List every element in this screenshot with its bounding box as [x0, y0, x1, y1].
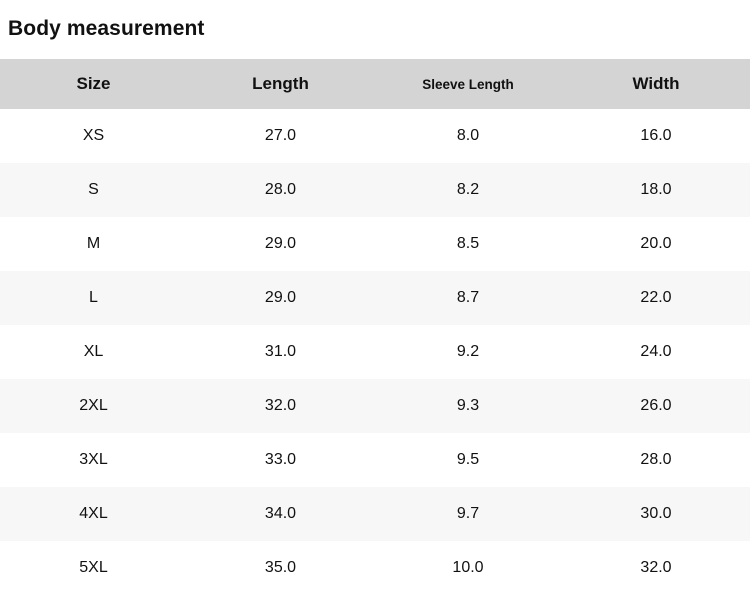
cell-size: S: [0, 163, 187, 217]
cell-length: 29.0: [187, 271, 374, 325]
table-row: [0, 217, 750, 271]
cell-width: 24.0: [562, 325, 750, 379]
cell-length: 28.0: [187, 163, 374, 217]
table-row: [0, 541, 750, 595]
cell-sleeve-length: 9.7: [374, 487, 562, 541]
table-row: [0, 325, 750, 379]
cell-length: 29.0: [187, 217, 374, 271]
body-measurement-table: [0, 59, 750, 595]
table-row: [0, 433, 750, 487]
cell-width: 32.0: [562, 541, 750, 595]
cell-width: 30.0: [562, 487, 750, 541]
table-row: [0, 379, 750, 433]
cell-size: XL: [0, 325, 187, 379]
cell-sleeve-length: 8.0: [374, 109, 562, 163]
column-header-length: Length: [187, 59, 374, 109]
cell-width: 18.0: [562, 163, 750, 217]
cell-size: 3XL: [0, 433, 187, 487]
cell-width: 26.0: [562, 379, 750, 433]
table-row: [0, 487, 750, 541]
table-body: [0, 109, 750, 595]
cell-sleeve-length: 8.2: [374, 163, 562, 217]
cell-sleeve-length: 8.7: [374, 271, 562, 325]
cell-size: 4XL: [0, 487, 187, 541]
cell-sleeve-length: 9.5: [374, 433, 562, 487]
cell-size: L: [0, 271, 187, 325]
cell-sleeve-length: 10.0: [374, 541, 562, 595]
cell-size: 5XL: [0, 541, 187, 595]
column-header-size: Size: [0, 59, 187, 109]
cell-length: 35.0: [187, 541, 374, 595]
column-header-sleeve-length: Sleeve Length: [374, 59, 562, 109]
cell-sleeve-length: 9.3: [374, 379, 562, 433]
table-row: [0, 109, 750, 163]
cell-length: 27.0: [187, 109, 374, 163]
cell-size: 2XL: [0, 379, 187, 433]
cell-size: XS: [0, 109, 187, 163]
table-row: [0, 271, 750, 325]
cell-width: 20.0: [562, 217, 750, 271]
table-header: [0, 59, 750, 109]
cell-width: 16.0: [562, 109, 750, 163]
cell-width: 28.0: [562, 433, 750, 487]
cell-length: 33.0: [187, 433, 374, 487]
table-header-row: [0, 59, 750, 109]
cell-width: 22.0: [562, 271, 750, 325]
page-title: Body measurement: [8, 17, 205, 40]
table-row: [0, 163, 750, 217]
cell-length: 32.0: [187, 379, 374, 433]
cell-sleeve-length: 9.2: [374, 325, 562, 379]
cell-length: 31.0: [187, 325, 374, 379]
cell-size: M: [0, 217, 187, 271]
cell-sleeve-length: 8.5: [374, 217, 562, 271]
cell-length: 34.0: [187, 487, 374, 541]
column-header-width: Width: [562, 59, 750, 109]
